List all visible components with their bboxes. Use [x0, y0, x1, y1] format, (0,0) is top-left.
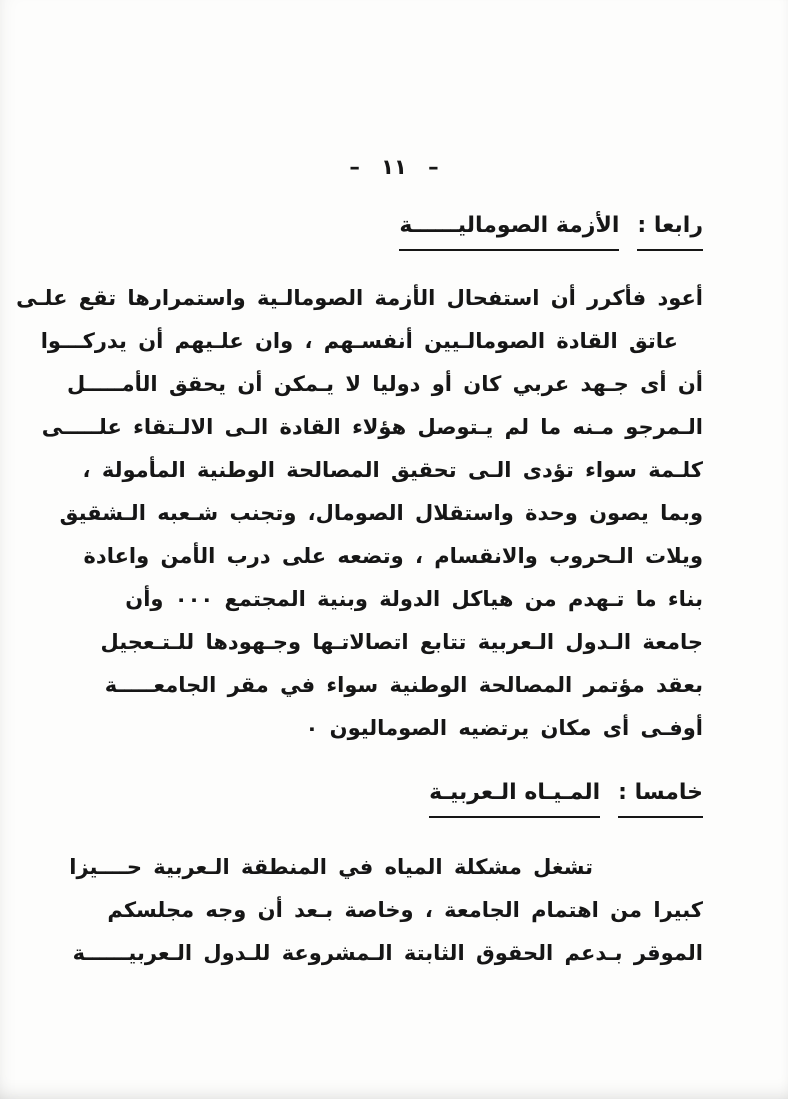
text-line: وبما يصون وحدة واستقلال الصومال، وتجنب شـعبه الـشقيق — [59, 501, 703, 525]
text-line: الـمرجو مـنه ما لم يـتوصل هؤلاء القادة الـى الالـتقاء علـــــى — [41, 415, 703, 439]
heading-title: الأزمة الصوماليــــــة — [399, 211, 619, 251]
text-line: جامعة الـدول الـعربية تتابع اتصالاتـها وجـهودها للـتـعجيل — [100, 630, 703, 654]
text-line: تشغل مشكلة المياه في المنطقة الـعربية حــــيزا — [69, 855, 593, 879]
text-line: أعود فأكرر أن استفحال الأزمة الصومالـية واستمرارها تقع علـى — [16, 286, 703, 310]
text-line: أن أى جـهد عربي كان أو دوليا لا يـمكن أن يحقق الأمـــــل — [67, 372, 703, 396]
text-line: عاتق القادة الصومالـيين أنفسـهم ، وان علـيهم أن يدركـــوا — [40, 329, 678, 353]
paragraph-somali-crisis — [16, 277, 703, 750]
text-line: كبيرا من اهتمام الجامعة ، وخاصة بـعد أن وجه مجلسكم — [107, 898, 703, 922]
text-line: الموقر بـدعم الحقوق الثابتة الـمشروعة للـدول الـعربيــــــة — [72, 941, 703, 965]
section-heading-arab-waters — [429, 778, 703, 818]
heading-term: رابعا : — [637, 211, 703, 251]
text-line: أوفـى أى مكان يرتضيه الصوماليون ٠ — [305, 716, 703, 740]
heading-term: خامسا : — [618, 778, 703, 818]
paragraph-arab-waters — [69, 846, 703, 975]
section-heading-somali-crisis — [399, 211, 703, 251]
text-line: بناء ما تـهدم من هياكل الدولة وبنية المجتمع ٠٠٠ وأن — [125, 587, 703, 611]
page-number: – ١١ – — [349, 155, 439, 179]
heading-title: المـيـاه الـعربيـة — [429, 778, 600, 818]
text-line: بعقد مؤتمر المصالحة الوطنية سواء في مقر الجامعـــــة — [104, 673, 703, 697]
text-line: ويلات الـحروب والانقسام ، وتضعه على درب الأمن واعادة — [83, 544, 703, 568]
text-line: كلـمة سواء تؤدى الـى تحقيق المصالحة الوطنية المأمولة ، — [82, 458, 703, 482]
